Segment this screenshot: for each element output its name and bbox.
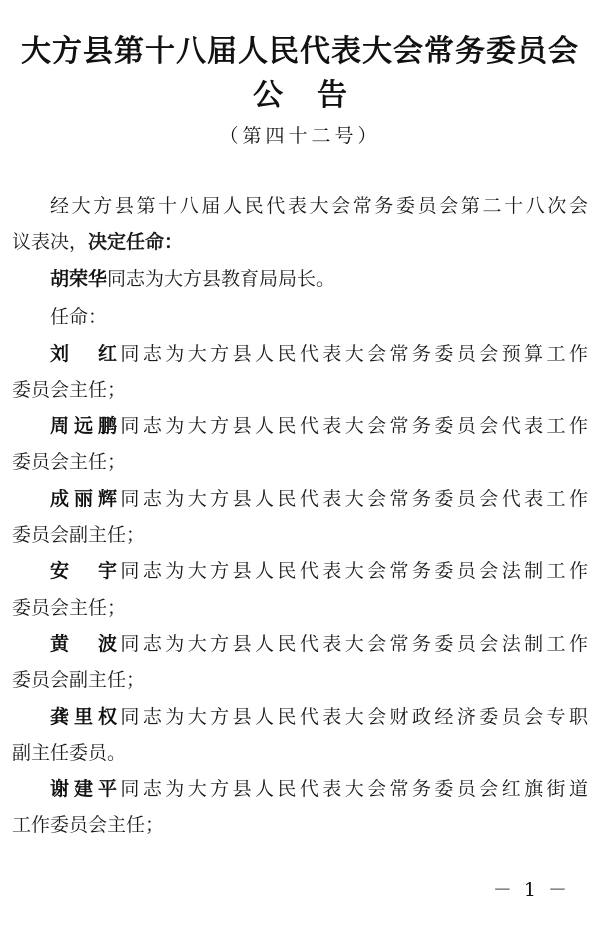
appointment-item-line-2: 工作委员会主任； (12, 814, 165, 836)
appointee-name: 谢建平 (50, 778, 117, 800)
appointment-text: 同志为大方县人民代表大会常务委员会预算工作 (117, 343, 588, 365)
appointment-item-line-2: 委员会主任； (12, 451, 127, 473)
appointment-item-line-2: 委员会副主任； (12, 524, 146, 546)
page-number: － 1 － (492, 879, 570, 901)
intro-paragraph-line-2 (12, 229, 588, 255)
appointment-text: 同志为大方县人民代表大会常务委员会法制工作 (117, 560, 588, 582)
appointment-text: 同志为大方县人民代表大会常务委员会代表工作 (117, 488, 588, 510)
appointee-name: 安 宇 (50, 560, 117, 582)
appointee-name: 刘 红 (50, 343, 117, 365)
appointee-name: 龚里权 (50, 706, 117, 728)
appointment-text: 同志为大方县人民代表大会常务委员会红旗街道 (117, 778, 588, 800)
appointment-text: 同志为大方县人民代表大会常务委员会法制工作 (117, 633, 588, 655)
appointee-name: 黄 波 (50, 633, 117, 655)
appointment-text: 同志为大方县人民代表大会常务委员会代表工作 (117, 415, 588, 437)
intro-paragraph-line-1: 经大方县第十八届人民代表大会常务委员会第二十八次会 (50, 195, 588, 217)
appointment-item-line-1 (50, 341, 588, 367)
appointment-item-line-1 (50, 486, 588, 512)
appointment-item-line-2: 副主任委员。 (12, 742, 127, 764)
appointment-item-line-1 (50, 704, 588, 730)
appointment-item-line-1 (50, 413, 588, 439)
appointment-text: 同志为大方县人民代表大会财政经济委员会专职 (117, 706, 588, 728)
section-label: 任命： (50, 306, 108, 328)
appointee-name: 周远鹏 (50, 415, 117, 437)
appointment-item-line-1 (50, 776, 588, 802)
announcement-number: （第四十二号） (219, 125, 381, 147)
appointment-item-line-1 (50, 558, 588, 584)
appointment-line (50, 266, 588, 292)
appointment-item-line-2: 委员会主任； (12, 379, 127, 401)
decision-label: 决定任命： (88, 231, 184, 253)
appointment-item-line-2: 委员会副主任； (12, 669, 146, 691)
appointee-name: 胡荣华 (50, 268, 108, 290)
appointment-item-line-2: 委员会主任； (12, 597, 127, 619)
appointment-text: 同志为大方县教育局局长。 (107, 268, 336, 290)
intro-vote-text: 议表决， (12, 231, 89, 253)
document-title: 大方县第十八届人民代表大会常务委员会 (21, 34, 579, 69)
appointment-item-line-1 (50, 631, 588, 657)
document-subtitle: 公告 (253, 78, 381, 113)
appointee-name: 成丽辉 (50, 488, 117, 510)
